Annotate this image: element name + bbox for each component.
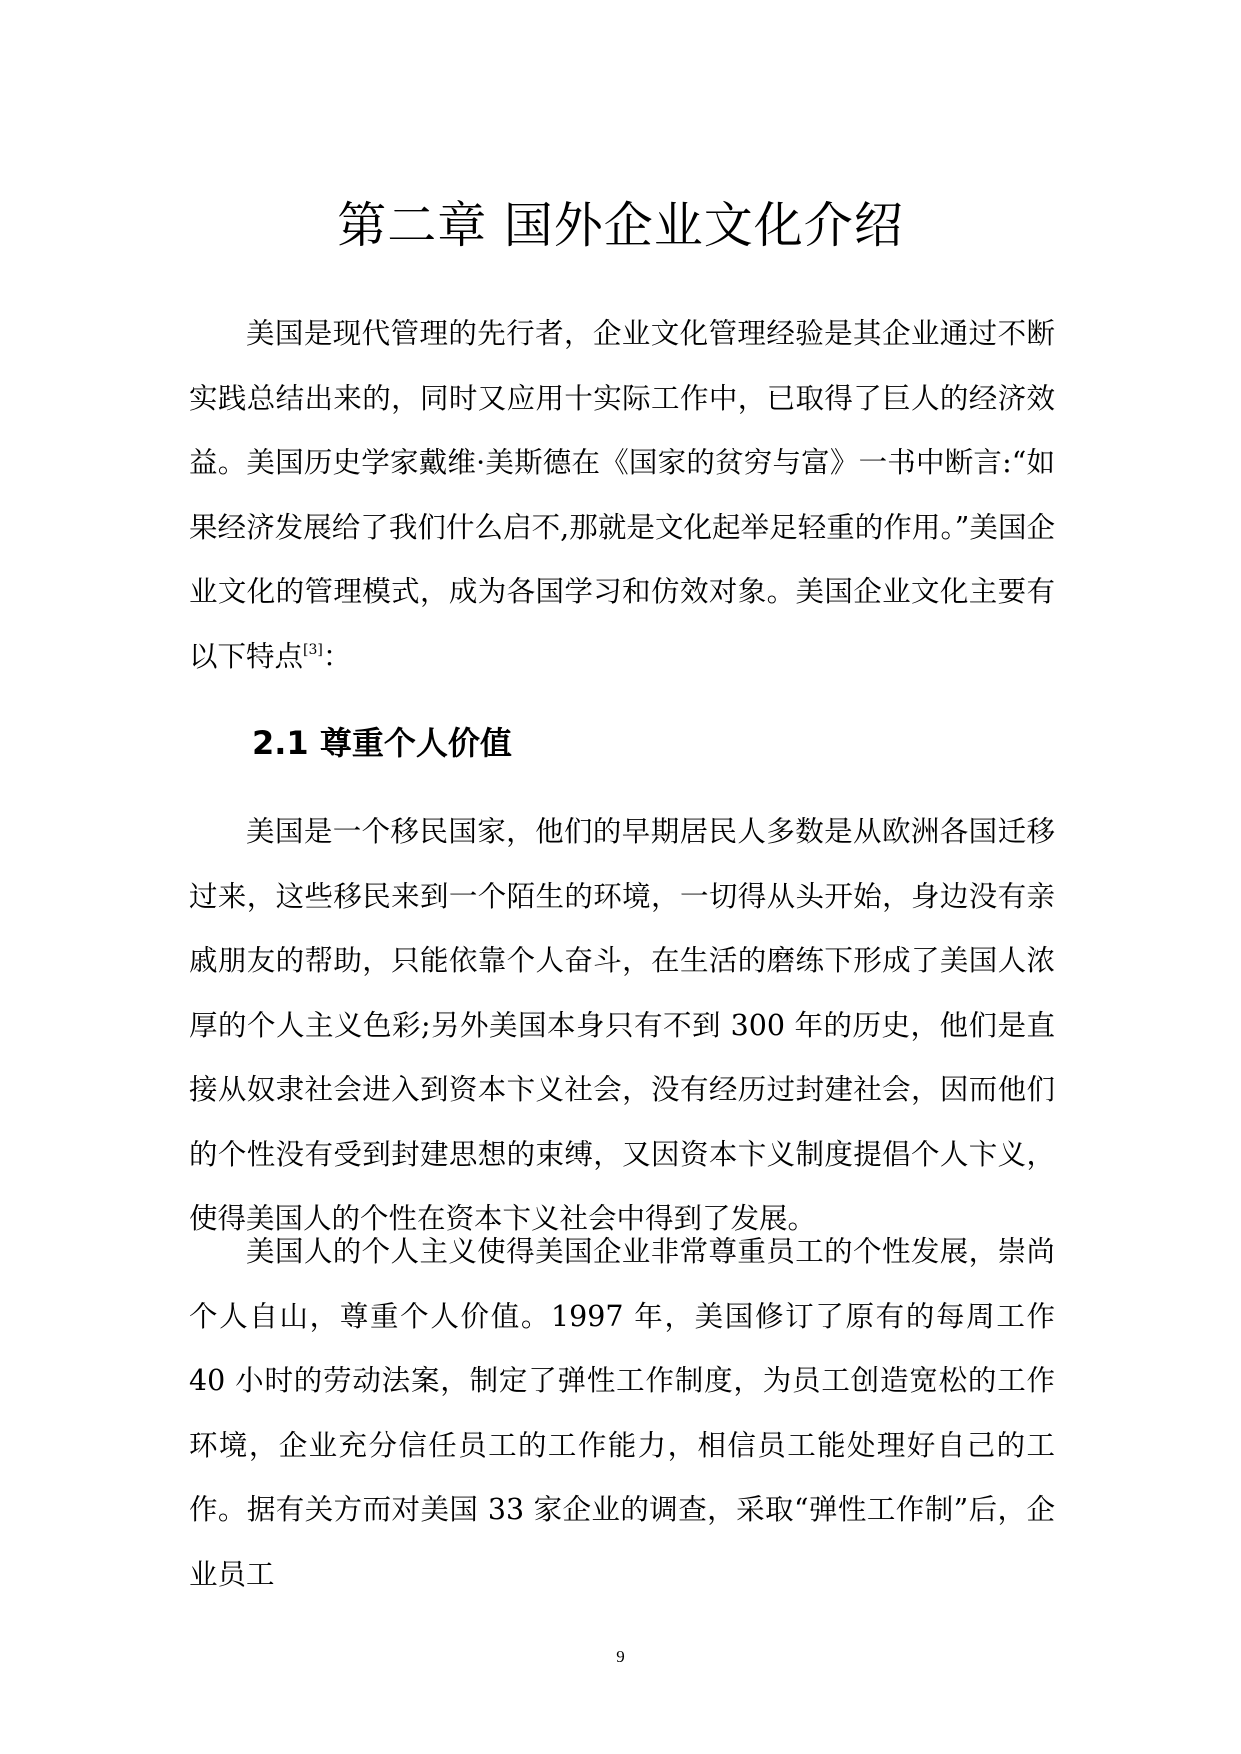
page-number: 9 — [616, 1647, 625, 1666]
intro-text: 美国是现代管理的先行者，企业文化管理经验是其企业通过不断实践总结出来的，同时又应用十实际工作中，已取得了巨人的经济效益。美国历史学家戴维·美斯德在《国家的贫穷与富》一书中断言:“如果经济发展给了我们什么启不,那就是文化起举足轻重的作用。”美国企业文化的管理模式，成为各国学习和仿效对象。美国企业文化主要有以下特点 — [189, 317, 1055, 673]
section-paragraph: 美国人的个人主义使得美国企业非常尊重员工的个性发展，崇尚个人自山，尊重个人价值。1997 年，美国修订了原有的每周工作 40 小时的劳动法案，制定了弹性工作制度，为员工创造宽松的工作环境，企业充分信任员工的工作能力，相信员工能处理好自己的工作。据有关方而对美国 33 家企业的调查，采取“弹性工作制”后，企业员工 — [189, 1235, 1055, 1591]
section-title: 2.1 尊重个人价值 — [252, 724, 512, 762]
intro-paragraph — [189, 302, 1055, 689]
citation-reference: [3] — [303, 641, 323, 658]
section-paragraph: 美国是一个移民国家，他们的早期居民人多数是从欧洲各国迁移过来，这些移民来到一个陌生的环境，一切得从头开始，身边没有亲戚朋友的帮助，只能依靠个人奋斗，在生活的磨练下形成了美国人浓厚的个人主义色彩;另外美国本身只有不到 300 年的历史，他们是直接从奴隶社会进入到资本卞义社会，没有经历过封建社会，因而他们的个性没有受到封建思想的束缚，又因资本卞义制度提倡个人卞义，使得美国人的个性在资本卞义社会中得到了发展。 — [189, 815, 1055, 1235]
chapter-title: 第二章 国外企业文化介绍 — [337, 197, 904, 254]
intro-text-end: ： — [322, 639, 352, 673]
